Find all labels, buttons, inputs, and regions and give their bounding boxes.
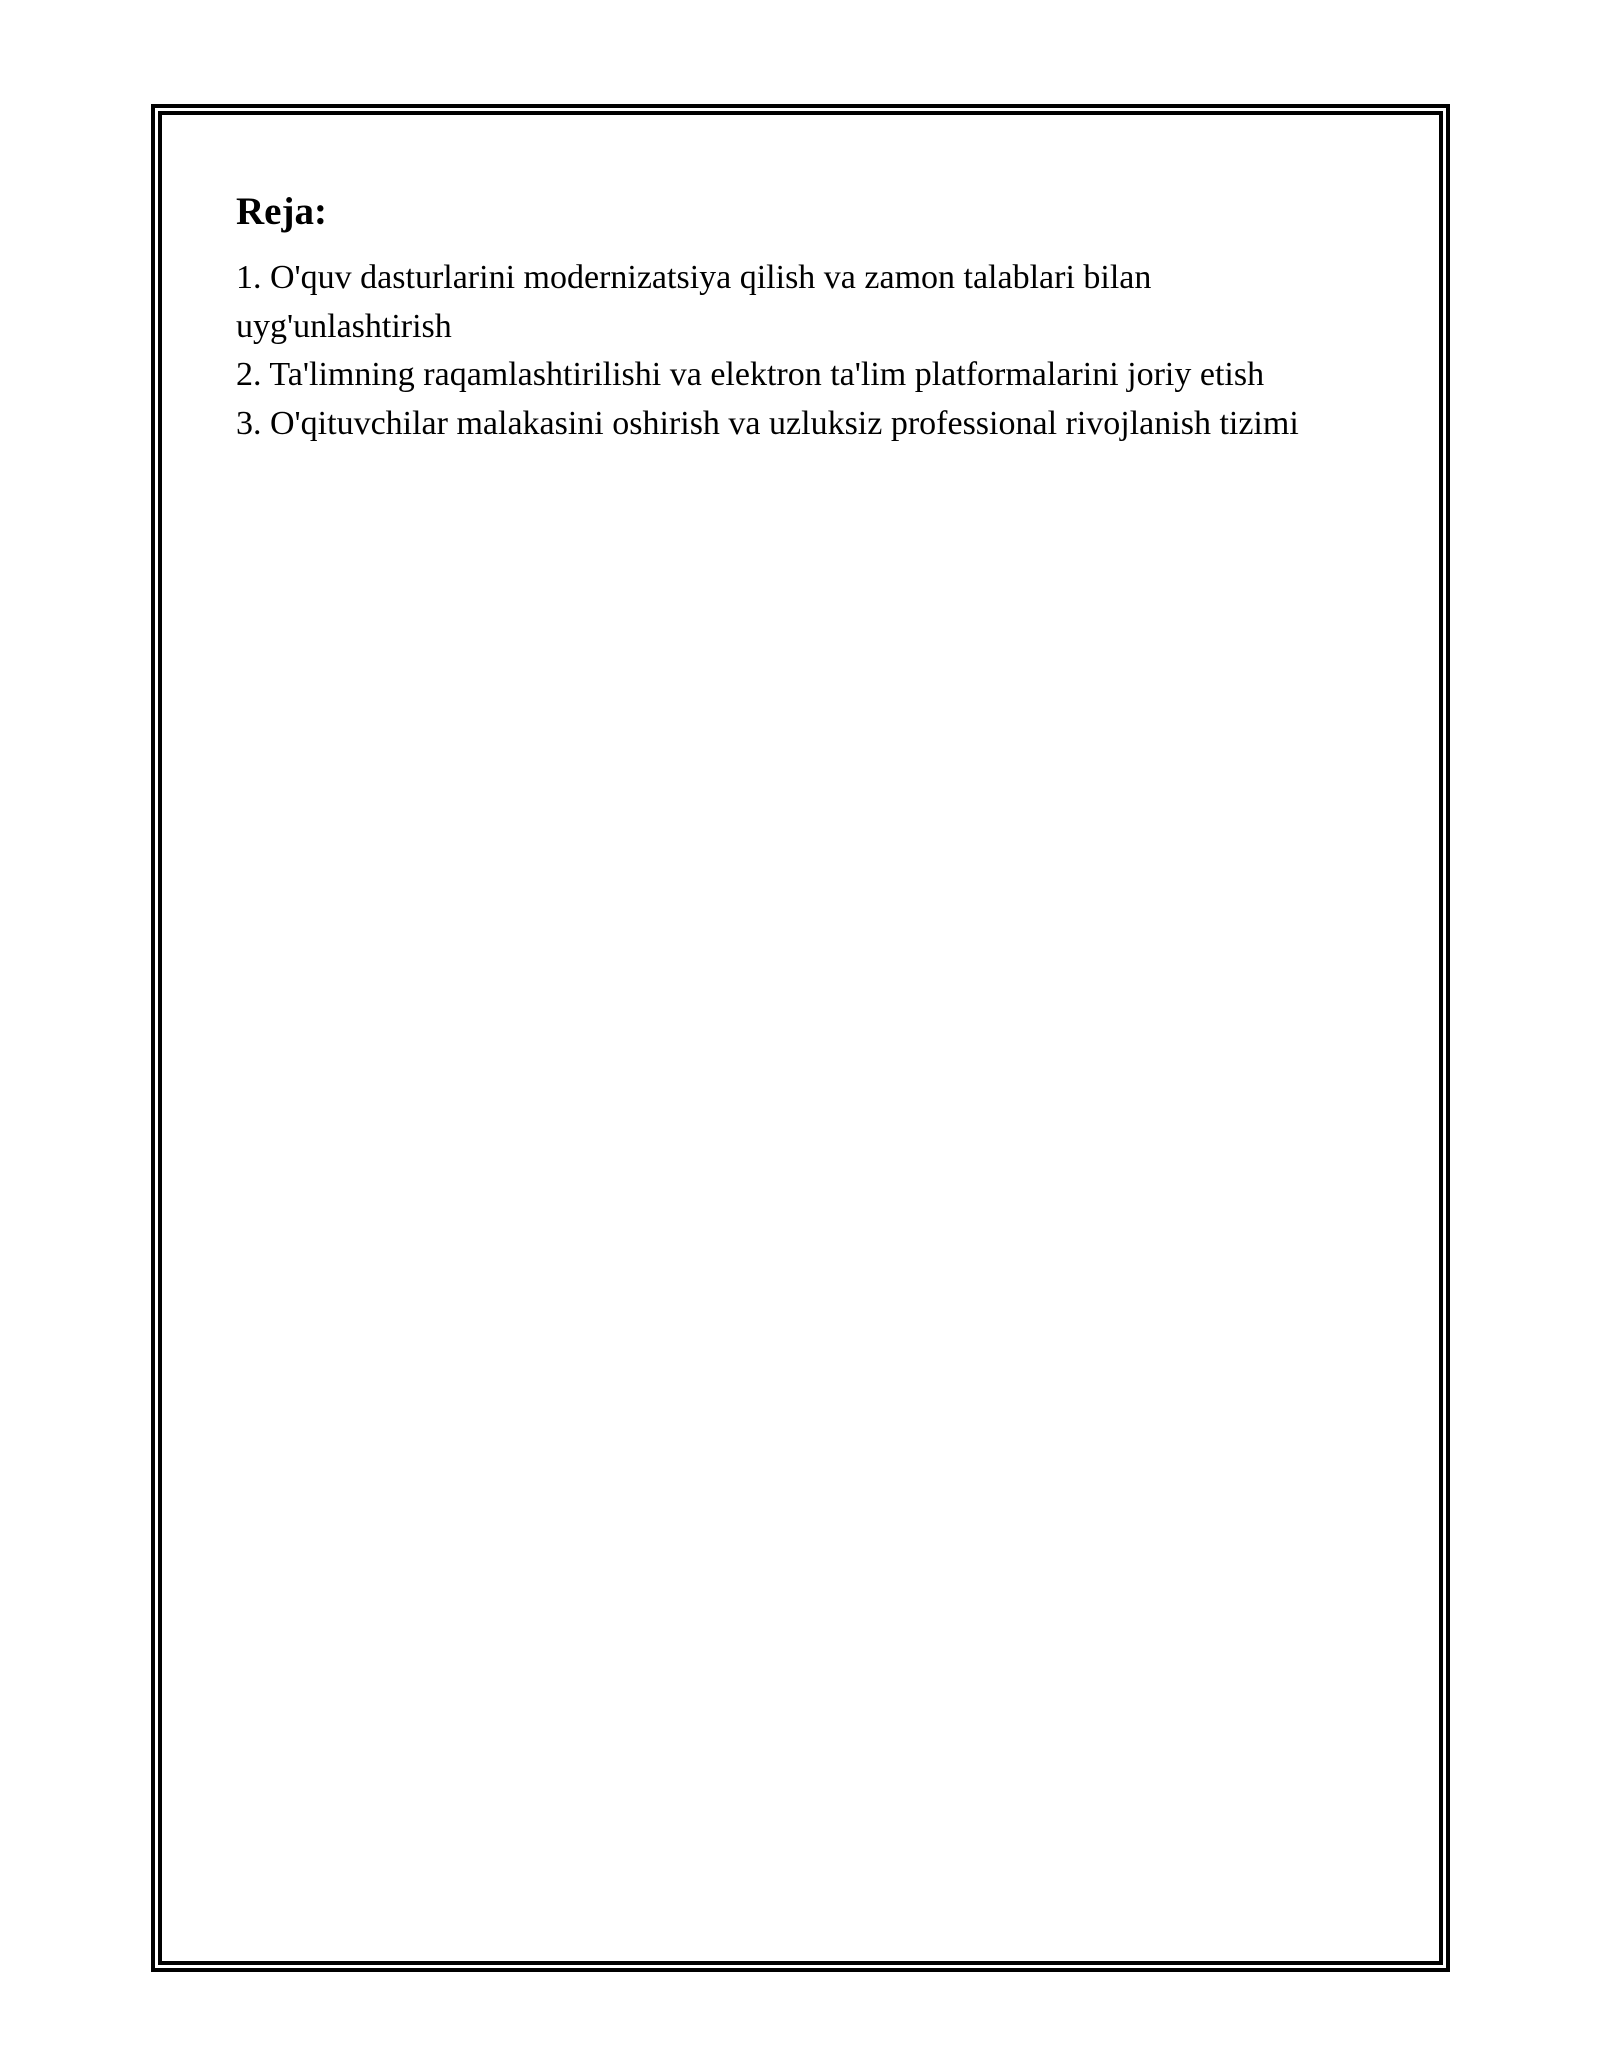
plan-item-3: 3. O'qituvchilar malakasini oshirish va uzluksiz professional rivojlanish tizimi: [236, 404, 1299, 442]
plan-list: [236, 254, 1366, 448]
plan-item-1: 1. O'quv dasturlarini modernizatsiya qilish va zamon talablari bilan uyg'unlashtirish: [236, 259, 1152, 345]
page-content: [236, 184, 1366, 448]
plan-item-2: 2. Ta'limning raqamlashtirilishi va elektron ta'lim platformalarini joriy etish: [236, 356, 1265, 393]
page-heading: Reja:: [236, 190, 327, 233]
